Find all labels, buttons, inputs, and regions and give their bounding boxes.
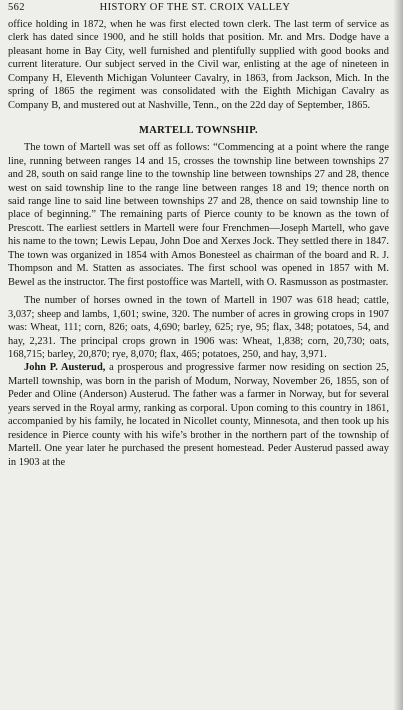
paragraph-austerud-biography: [8, 361, 389, 469]
paragraph-martell-boundaries: The town of Martell was set off as follows: “Commencing at a point where the range line, running between ranges 14 and 15, crosses the township line between townships 27 and 28, south on said range line to the township line between townships 27 and 28, thence west on said township line to the range line between ranges 18 and 19; thence north on said range line to said line between townships 27 and 28, thence on said township line to place of beginning.” The remaining parts of Pierce county to be known as the town of Prescott. The earliest settlers in Martell were four Frenchmen—Joseph Martell, who gave his name to the town; Lewis Lepau, John Doe and Xerxes Jock. They settled there in 1847. The town was organized in 1854 with Amos Bonesteel as chairman of the board and R. J. Thompson and M. Statten as associates. The first school was opened in 1857 with M. Bewel as the instructor. The first postoffice was Martell, with O. Rasmusson as postmaster.: [8, 142, 389, 288]
running-head: [8, 2, 389, 18]
section-heading: MARTELL TOWNSHIP.: [139, 125, 258, 137]
paragraph-dodge-continued: office holding in 1872, when he was first elected town clerk. The last term of service as clerk has dated since 1900, and he still holds that position. Mr. and Mrs. Dodge have a pleasant home in Bay City, well furnished and plentifully supplied with good books and current literature. Our subject served in the Civil war, enlisting at the age of nineteen in Company H, Eleventh Michigan Volunteer Cavalry, in 1863, from Jackson, Mich. In the spring of 1865 the regiment was consolidated with the Eighth Michigan Cavalry as Company B, and mustered out at Nashville, Tenn., on the 22d day of September, 1865.: [8, 19, 389, 111]
page-number: 562: [8, 2, 25, 13]
running-title: HISTORY OF THE ST. CROIX VALLEY: [99, 2, 291, 13]
biography-subject-name: John P. Austerud,: [24, 362, 106, 374]
page-edge-shadow: [393, 0, 403, 710]
biography-text: a prosperous and progressive farmer now residing on section 25, Martell township, was born in the parish of Modum, Norway, November 26, 1855, son of Peder and Oline (Anderson) Austerud. The father was a farmer in Norway, but for several years served in the Royal army, ranking as corporal. Upon coming to this country in 1861, accompanied by his family, he located in Nicollet county, Minnesota, and then took up his residence in Pierce county with his wife’s brother in the northern part of the township of Martell. One year later he purchased the present homestead. Peder Austerud passed away in 1903 at the: [8, 362, 389, 468]
paragraph-livestock-crops: The number of horses owned in the town of Martell in 1907 was 618 head; cattle, 3,037; sheep and lambs, 1,601; swine, 320. The number of acres in growing crops in 1907 was: Wheat, 111; corn, 826; oats, 4,690; barley, 625; rye, 95; flax, 348; potatoes, 54, and hay, 2,231. The principal crops grown in 1906 was: Wheat, 1,838; corn, 20,730; oats, 168,715; barley, 20,870; rye, 8,070; flax, 465; potatoes, 250, and hay, 3,971.: [8, 295, 389, 360]
